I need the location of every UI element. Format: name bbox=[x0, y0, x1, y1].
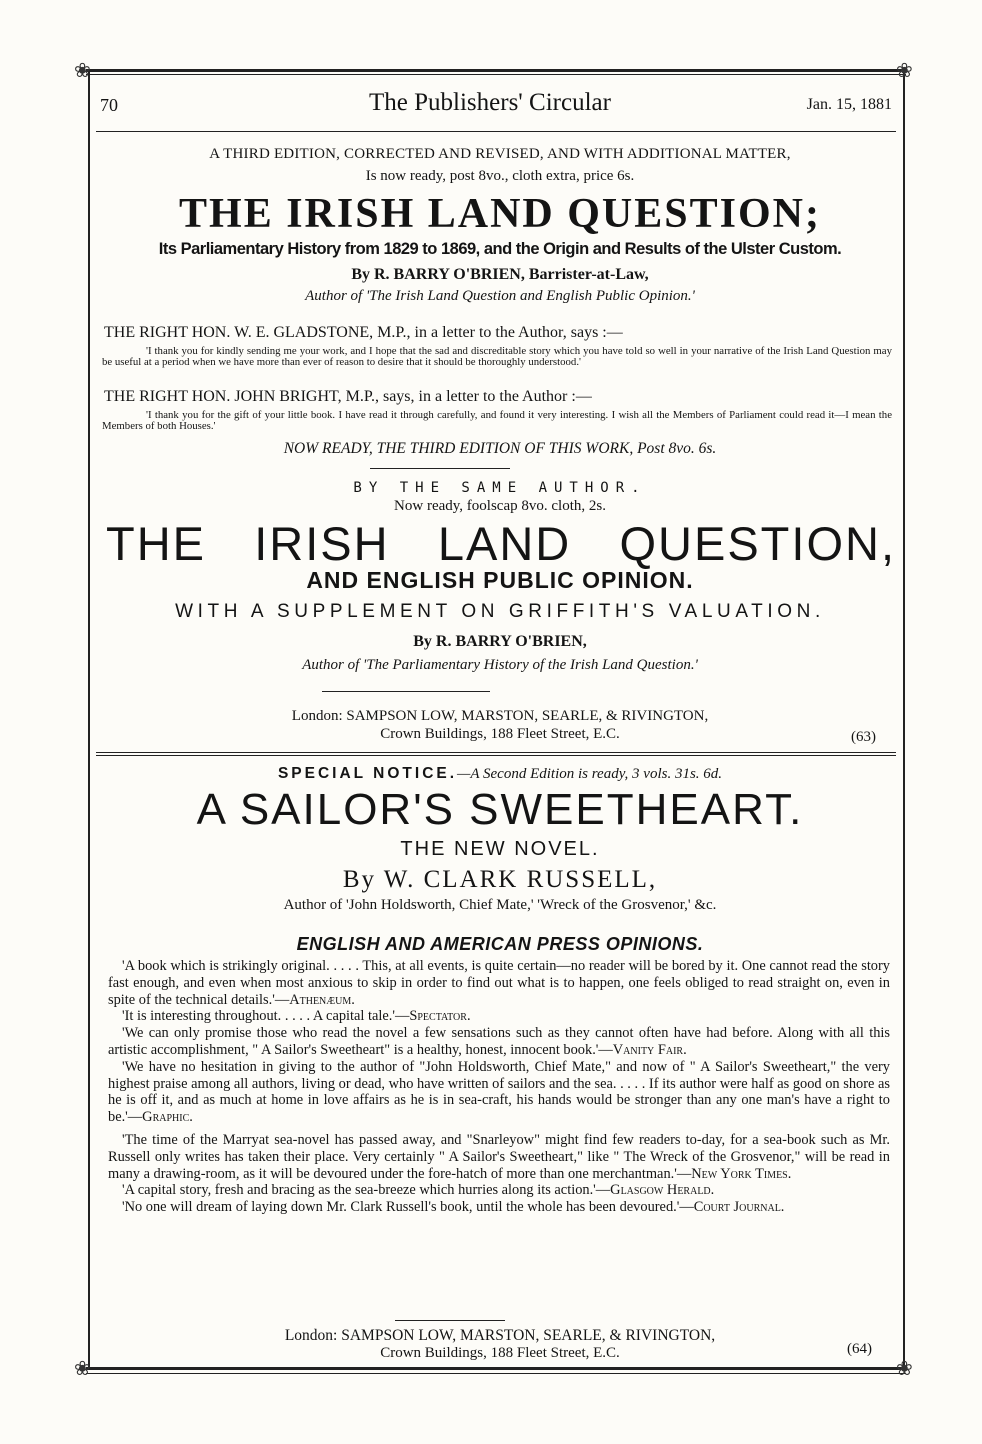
book-subtitle-2: AND ENGLISH PUBLIC OPINION. bbox=[306, 567, 694, 593]
short-rule bbox=[395, 1320, 505, 1321]
ad-number: (64) bbox=[847, 1341, 872, 1357]
review-text: 'No one will dream of laying down Mr. Clark Russell's book, until the whole has been devoured.'— bbox=[122, 1199, 694, 1216]
publisher-line: London: SAMPSON LOW, MARSTON, SEARLE, & RIVINGTON, bbox=[284, 1327, 716, 1344]
review-source: Vanity Fair. bbox=[612, 1041, 687, 1058]
top-border bbox=[86, 69, 906, 72]
book-title: THE IRISH LAND QUESTION; bbox=[179, 191, 821, 237]
review-text: 'The time of the Marryat sea-novel has passed away, and "Snarleyow" might find few readers to-day, for a sea-book such as Mr. Russell only writes has taken their place. Very certainly " A Sailor's Sweetheart," like " The Wreck of the Grosvenor," will be read in many a drawing-room, as it will be devoured under the fore-hatch of more than one merchantman.'— bbox=[108, 1131, 890, 1182]
review-source: Athenæum. bbox=[289, 991, 355, 1008]
page-number: 70 bbox=[100, 95, 118, 115]
book-title-2: THE IRISH LAND QUESTION, bbox=[106, 517, 896, 570]
top-border-thin bbox=[86, 74, 906, 75]
review-item bbox=[108, 958, 890, 1008]
reviews-list bbox=[108, 958, 890, 1216]
bottom-border-thin bbox=[86, 1373, 906, 1374]
notice-text: —A Second Edition is ready, 3 vols. 31s. 6d. bbox=[457, 766, 723, 782]
review-source: New York Times. bbox=[691, 1165, 792, 1182]
review-text: 'It is interesting throughout. . . . . A capital tale.'— bbox=[122, 1008, 410, 1025]
header-rule bbox=[96, 131, 896, 132]
byline-2: By R. BARRY O'BRIEN, bbox=[413, 633, 587, 650]
review-text: 'A capital story, fresh and bracing as the sea-breeze which hurries along its action.'— bbox=[122, 1182, 611, 1199]
review-source: Graphic. bbox=[142, 1109, 193, 1126]
issue-date: Jan. 15, 1881 bbox=[806, 96, 892, 113]
author-of: Author of 'The Irish Land Question and English Public Opinion.' bbox=[305, 288, 695, 304]
ad-separator bbox=[96, 755, 896, 756]
novel-title: A SAILOR'S SWEETHEART. bbox=[196, 785, 804, 834]
publisher-address: Crown Buildings, 188 Fleet Street, E.C. bbox=[380, 726, 620, 742]
author-of-russell: Author of 'John Holdsworth, Chief Mate,' 'Wreck of the Grosvenor,' &c. bbox=[283, 897, 717, 913]
review-text: 'We can only promise those who read the novel a few sensations such as they cannot often have had before. Along with all this artistic accomplishment, " A Sailor's Sweetheart" is a healthy, honest, innocent book.'— bbox=[108, 1025, 890, 1058]
same-author: BY THE SAME AUTHOR. bbox=[353, 480, 647, 496]
review-item bbox=[108, 1025, 890, 1059]
review-item bbox=[108, 1008, 890, 1025]
author-of-2: Author of 'The Parliamentary History of the Irish Land Question.' bbox=[302, 657, 698, 673]
review-item bbox=[108, 1059, 890, 1126]
novel-subtitle: THE NEW NOVEL. bbox=[400, 838, 600, 860]
edition-note: A THIRD EDITION, CORRECTED AND REVISED, AND WITH ADDITIONAL MATTER, bbox=[209, 146, 791, 162]
review-item bbox=[108, 1199, 890, 1216]
ornament-icon: ❀ bbox=[74, 1356, 91, 1380]
gladstone-quote: 'I thank you for kindly sending me your work, and I hope that the sad and discreditable story which you have told so well in your narrative of the Irish Land Question may be useful at a period when we have more than ever of reason to desire that it should be thoroughly understood.' bbox=[102, 345, 892, 368]
ready-note: Is now ready, post 8vo., cloth extra, price 6s. bbox=[365, 168, 635, 184]
now-ready: NOW READY, THE THIRD EDITION OF THIS WORK, Post 8vo. 6s. bbox=[283, 440, 717, 457]
opinions-heading: ENGLISH AND AMERICAN PRESS OPINIONS. bbox=[296, 934, 704, 954]
ornament-icon: ❀ bbox=[74, 58, 91, 82]
review-item bbox=[108, 1132, 890, 1182]
short-rule bbox=[322, 691, 490, 692]
ad-number: (63) bbox=[851, 729, 876, 745]
byline: By R. BARRY O'BRIEN, Barrister-at-Law, bbox=[351, 266, 649, 283]
left-border bbox=[88, 70, 90, 1370]
review-source: Spectator. bbox=[409, 1008, 471, 1025]
journal-title: The Publishers' Circular bbox=[369, 89, 611, 116]
notice-label: SPECIAL NOTICE. bbox=[277, 765, 458, 782]
ad-separator bbox=[96, 752, 896, 753]
review-source: Glasgow Herald. bbox=[610, 1182, 715, 1199]
review-item bbox=[108, 1182, 890, 1199]
right-border bbox=[903, 70, 905, 1370]
bright-heading: THE RIGHT HON. JOHN BRIGHT, M.P., says, in a letter to the Author :— bbox=[104, 388, 592, 405]
special-notice bbox=[100, 765, 900, 783]
review-text: 'We have no hesitation in giving to the author of "John Holdsworth, Chief Mate," and now of " A Sailor's Sweetheart," the very highest praise among all authors, living or dead, who have written of sailors and the sea. . . . . If its author were half as good on shore as he is off it, and as much at home in love affairs as he is in sea-craft, his hands would be stronger than any one man's have a right to be.'— bbox=[108, 1058, 890, 1126]
ornament-icon: ❀ bbox=[896, 58, 913, 82]
byline-russell: By W. CLARK RUSSELL, bbox=[342, 866, 658, 893]
short-rule bbox=[370, 468, 510, 469]
ornament-icon: ❀ bbox=[896, 1356, 913, 1380]
same-ready: Now ready, foolscap 8vo. cloth, 2s. bbox=[394, 498, 606, 514]
gladstone-heading: THE RIGHT HON. W. E. GLADSTONE, M.P., in a letter to the Author, says :— bbox=[104, 324, 623, 341]
publisher-line: London: SAMPSON LOW, MARSTON, SEARLE, & RIVINGTON, bbox=[291, 708, 709, 724]
bottom-border bbox=[86, 1367, 906, 1370]
review-text: 'A book which is strikingly original. . . . . This, at all events, is quite certain—no reader will be bored by it. One cannot read the story fast enough, and even when most anxious to skip in order to find out what is to happen, one feels obliged to read straight on, even in spite of the technical details.'— bbox=[108, 958, 890, 1008]
bright-quote: 'I thank you for the gift of your little book. I have read it through carefully, and found it very interesting. I wish all the Members of Parliament could read it—I mean the Members of both Houses.' bbox=[102, 409, 892, 432]
publisher-address: Crown Buildings, 188 Fleet Street, E.C. bbox=[380, 1345, 620, 1361]
book-subtitle: Its Parliamentary History from 1829 to 1869, and the Origin and Results of the Ulster Custom. bbox=[158, 240, 842, 258]
supplement: WITH A SUPPLEMENT ON GRIFFITH'S VALUATION. bbox=[175, 601, 825, 622]
review-source: Court Journal. bbox=[693, 1199, 785, 1216]
